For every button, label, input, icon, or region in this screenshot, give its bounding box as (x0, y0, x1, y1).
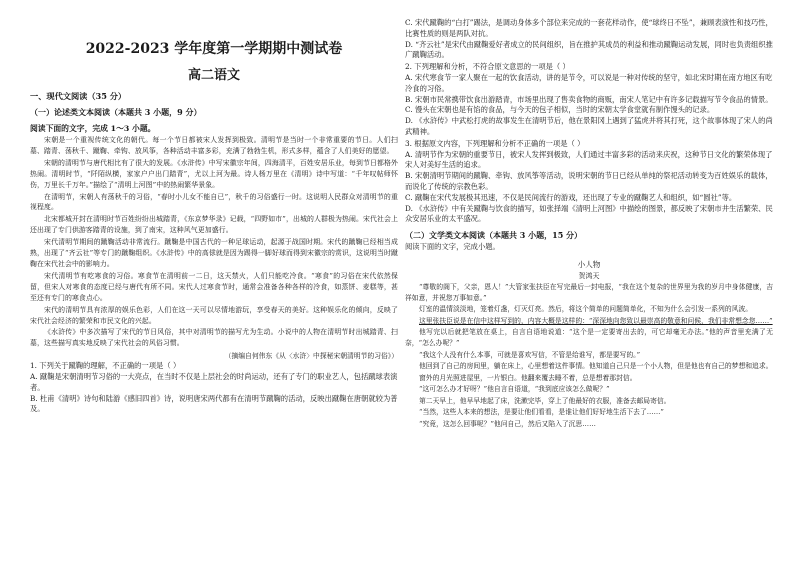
question-stem: 1. 下列关于蹴鞠的理解，不正确的一项是（ ） (30, 361, 181, 371)
part-heading: （二）文学类文本阅读（本题共 3 小题，15 分） (405, 230, 583, 241)
option-b: B. 宋朝市民常携带饮食出游踏青，市场里出现了售卖食物的商贩，南宋人笔记中有许多记载描写节令食品的情景。 (405, 94, 773, 104)
option-d: D. 《水浒传》中有关蹴鞠与饮食的描写，如张择端《清明上河图》中描绘的图景，都反映了宋朝市井生活繁荣、民众安居乐业的太平盛况。 (405, 203, 773, 224)
exam-title: 2022-2023 学年度第一学期期中测试卷 (85, 41, 343, 57)
exam-subject: 高二语文 (187, 68, 240, 83)
story-title: 小人物 (577, 259, 601, 269)
passage-paragraph: 宋代的清明节具有浓厚的娱乐色彩，人们在这一天可以尽情地游玩，享受春天的美好。这种娱乐化的倾向，反映了宋代社会经济的繁荣和市民文化的兴起。 (30, 305, 398, 325)
story-paragraph: “我这个人没有什么本事，可就是喜欢写信，不管是给谁写，都是要写的。” (419, 350, 641, 359)
reading-instruction: 阅读下面的文字，完成小题。 (405, 242, 500, 252)
story-paragraph: “当然，这些人本来的想法，是要让他们看看，是谁让他们好好地生活下去了……” (419, 408, 664, 417)
option-c: C. 宋代蹴鞠的“白打”踢法，是调动身体多个部位来完成的一套花样动作，使“球终日不坠”，兼顾表演性和技巧性，比赛性质的则是两队对抗。 (405, 18, 773, 38)
left-column (30, 0, 398, 415)
story-paragraph: 这里张扶臣说是在信中这样写到的，内容大概是这样的：“深深地向您致以最崇高的敬意和问候，我们非常想念您……” (419, 316, 773, 325)
passage-paragraph: 《水浒传》中多次描写了宋代的节日风俗，其中对清明节的描写尤为生动。小说中的人物在清明节时出城踏青、扫墓，这些描写真实地反映了宋代社会的风俗习惯。 (30, 328, 398, 348)
option-a: A. 清明节作为宋朝的重要节日，被宋人发挥到极致，人们通过丰富多彩的活动来庆祝，这种节日文化的繁荣体现了宋人对美好生活的追求。 (405, 149, 773, 170)
reading-instruction: 阅读下面的文字，完成 1～3 小题。 (30, 124, 156, 133)
passage-citation: （摘编自何伟东《从〈水浒〉中探秘宋朝清明节的习俗》） (224, 352, 398, 361)
passage-paragraph: 宋代清明节期间的蹴鞠活动非常流行。蹴鞠是中国古代的一种足球运动，起源于战国时期。宋代的蹴鞠已经相当成熟，出现了“齐云社”等专门的蹴鞠组织。《水浒传》中的高俅就是因为踢得一脚好球而得到宋徽宗的赏识，这说明当时蹴鞠在宋代社会中的影响力。 (30, 238, 398, 268)
section-heading: 一、现代文阅读（35 分） (30, 91, 127, 101)
option-a: A. 蹴鞠是宋朝清明节习俗的一大亮点，在当时不仅是上层社会的时尚运动，还有了专门的职业艺人，包括蹴球表演者。 (30, 372, 398, 392)
question-stem: 3. 根据原文内容，下列理解和分析不正确的一项是（ ） (405, 138, 585, 148)
story-paragraph: “这可怎么办才好呀？”他自言自语道，“我到底应该怎么做呢？” (419, 385, 610, 394)
option-d: D. 《水浒传》中武松打虎的故事发生在清明节后，他在景阳冈上遇到了猛虎并将其打死，这个故事体现了宋人的尚武精神。 (405, 116, 773, 136)
story-paragraph: “尊敬的阁下，父亲，恩人！”大管家张扶臣在写完最后一封电报，“我在这个复杂的世界里为我的岁月中身体健康，吉祥如意，并祝您万事如意。” (405, 282, 773, 302)
passage-paragraph: 宋朝是一个重视传统文化的朝代。每一个节日都被宋人发挥到极致。清明节是当时一个非常重要的节日。人们扫墓、踏青、荡秋千、蹴鞠、牵钩、放风筝，各种活动丰富多彩，充满了勃勃生机，形式多样，蕴含了人们美好的愿望。 (30, 136, 398, 155)
passage-paragraph: 宋朝的清明节与唐代相比有了很大的发展。《水浒传》中写宋徽宗年间，四海清平，百姓安居乐业，每到节日都格外热闹。清明时节，“阡陌纵横，家家户户出门踏青”，尤以上河为最。诗人杨万里在《清明》诗中写道：“千年叹帖师怀伤，万里长千万年。”描绘了“清明上河图”中的热闹繁华景象。 (30, 158, 398, 189)
right-column (405, 0, 773, 430)
option-a: A. 宋代寒食节一家人聚在一起的饮食活动，讲的是节令，可以说是一种对传统的坚守，如北宋时期在南方地区有吃冷食的习俗。 (405, 72, 773, 93)
question-stem: 2. 下列理解和分析，不符合原文意思的一项是（ ） (405, 62, 570, 72)
story-paragraph: 他回到了自己的房间里，躺在床上，心里想着这件事情。他知道自己只是一个小人物，但是他也有自己的梦想和追求。 (419, 362, 773, 371)
part-heading: （一）论述类文本阅读（本题共 3 小题，9 分） (30, 107, 202, 117)
story-paragraph: “究竟，这怎么回事呢？”他问自己，然后又陷入了沉思…… (419, 420, 596, 429)
story-paragraph: 灯室的温情淡淡地，笼着灯盏，灯灭灯亮。然后，将这个简单的问题简单化，不知为什么会引发一系列的风波。 (419, 305, 753, 314)
passage-paragraph: 宋代清明节有吃寒食的习俗。寒食节在清明前一二日，这天禁火，人们只能吃冷食。“寒食”的习俗在宋代依然保留，但宋人对寒食的态度已经与唐代有所不同。宋代人过寒食节时，通常会准备各种各样的冷食，如蒸饼、麦糕等，甚至还有专门的寒食点心。 (30, 271, 398, 302)
option-b: B. 宋朝清明节期间的蹴鞠、牵钩、放风筝等活动，说明宋朝的节日已经从单纯的祭祀活动转变为百姓娱乐的载体，而说化了传统的宗教色彩。 (405, 171, 773, 191)
option-d: D. “齐云社”是宋代由蹴鞠爱好者成立的民间组织，旨在推护其成员的利益和推动蹴鞠运动发展，同时也负责组织推广蹴鞠活动。 (405, 39, 773, 60)
story-paragraph: 窗外的月光照进屋里，一片银白。他翻来覆去睡不着，总是想着那封信。 (419, 373, 637, 382)
passage-paragraph: 在清明节，宋朝人有荡秋千的习俗，“春时小儿女不能自已”，秋千的习俗盛行一时。这说明人民群众对清明节的重视程度。 (30, 192, 398, 212)
option-b: B. 杜甫《清明》诗句和陆游《感旧四首》诗，说明唐宋两代都有在清明节蹴鞠的活动，反映出蹴鞠在唐朝就较为普及。 (30, 393, 398, 414)
story-paragraph: 第二天早上，他早早地起了床，洗漱完毕，穿上了他最好的衣服，准备去邮局寄信。 (419, 396, 671, 405)
passage-paragraph: 北宋都城开封在清明时节百姓纷纷出城踏青，《东京梦华录》记载，“四野如市”，出城的人群极为热闹。宋代社会上还出现了专门供游客踏青的设施，到了南宋，这种风气更加盛行。 (30, 215, 398, 235)
option-c: C. 蹴鞠在宋代发展极其迅速，不仅是民间流行的游戏，还出现了专业的蹴鞠艺人和组织，如“圆社”等。 (405, 192, 737, 202)
option-c: C. 馒头在宋朝也是有馅的食品，与今天的包子相似，当时的宋朝太学食堂就有制作馒头的记录。 (405, 105, 715, 115)
story-author: 贺鸿天 (578, 271, 600, 280)
story-paragraph: 他写完以后就把笔放在桌上，自言自语地说道：“这个是一定要寄出去的，可它却毫无办法。”他的声音里充满了无奈，“怎么办呢？” (405, 328, 773, 347)
